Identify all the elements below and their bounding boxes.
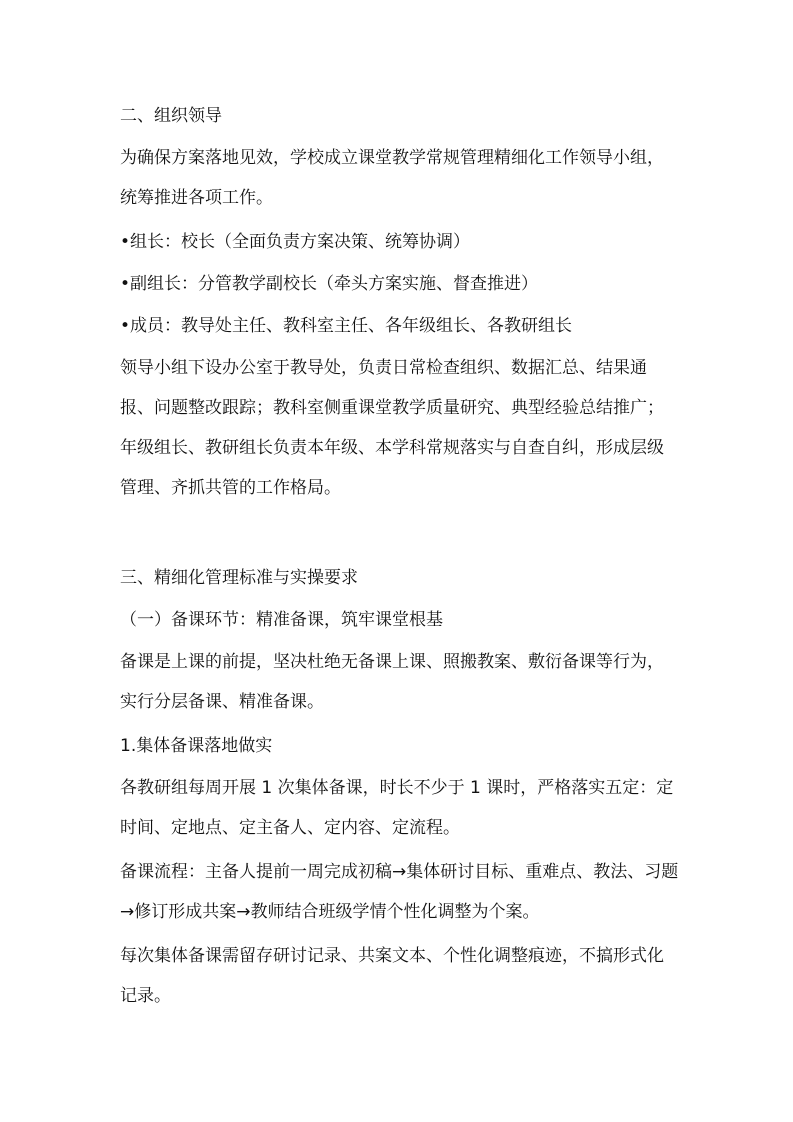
item-1-paragraph-3: 每次集体备课需留存研讨记录、共案文本、个性化调整痕迹，不搞形式化记录。 — [120, 946, 664, 1006]
member-leader: •组长：校长（全面负责方案决策、统筹协调） — [120, 232, 471, 252]
section-2-intro: 为确保方案落地见效，学校成立课堂教学常规管理精细化工作领导小组，统筹推进各项工作。 — [120, 148, 664, 208]
item-1-paragraph-1: 各教研组每周开展 1 次集体备课，时长不少于 1 课时，严格落实五定：定时间、定地点、定主备人、定内容、定流程。 — [120, 778, 674, 838]
item-1-title: 1.集体备课落地做实 — [120, 736, 273, 756]
member-deputy-leader: •副组长：分管教学副校长（牵头方案实施、督查推进） — [120, 274, 539, 294]
section-2-heading: 二、组织领导 — [120, 106, 222, 126]
member-staff: •成员：教导处主任、教科室主任、各年级组长、各教研组长 — [120, 316, 573, 336]
item-1-paragraph-2: 备课流程：主备人提前一周完成初稿→集体研讨目标、重难点、教法、习题→修订形成共案→教师结合班级学情个性化调整为个案。 — [120, 862, 679, 922]
section-2-office: 领导小组下设办公室于教导处，负责日常检查组织、数据汇总、结果通报、问题整改跟踪；教科室侧重课堂教学质量研究、典型经验总结推广；年级组长、教研组长负责本年级、本学科常规落实与自查自纠，形成层级管理、齐抓共管的工作格局。 — [120, 358, 664, 498]
section-3-heading: 三、精细化管理标准与实操要求 — [120, 568, 358, 588]
section-3-subheading: （一）备课环节：精准备课，筑牢课堂根基 — [120, 610, 443, 630]
section-3-intro: 备课是上课的前提，坚决杜绝无备课上课、照搬教案、敷衍备课等行为，实行分层备课、精准备课。 — [120, 652, 664, 712]
